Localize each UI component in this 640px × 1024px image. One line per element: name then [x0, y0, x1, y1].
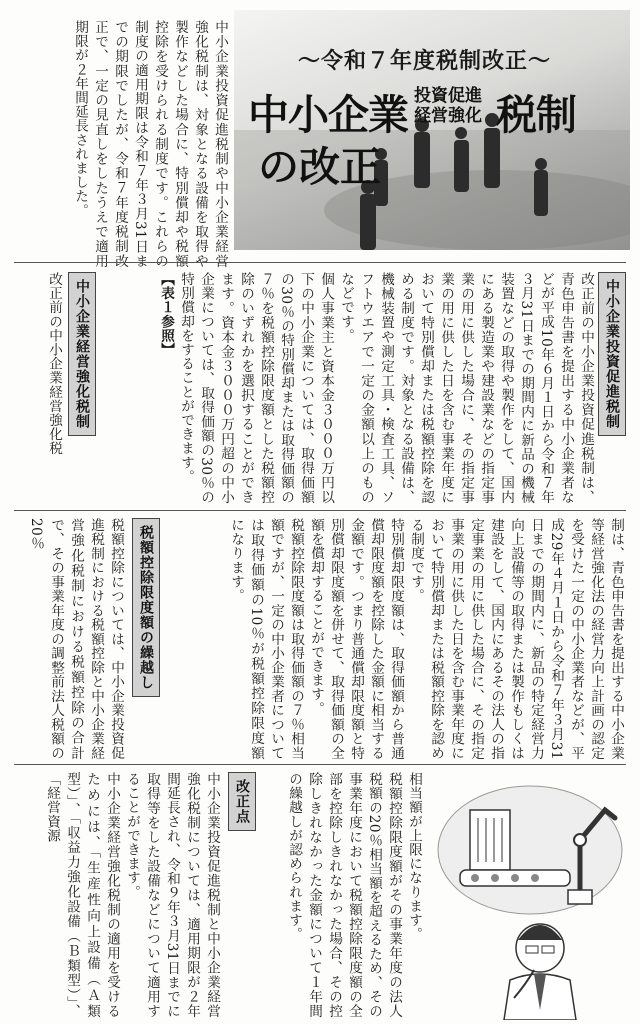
factory-illustration [430, 770, 628, 1020]
sec3-paragraph-3: 税額控除限度額は取得価額の７％相当額ですが、一定の中小企業者については取得価額の10％が税額控除限度額になります。 [228, 518, 304, 760]
sec4-paragraph-1: 相当額が上限になります。 [406, 772, 422, 942]
heading-carryover: 税額控除限度額の繰越し [132, 518, 160, 697]
intro-paragraph: 中小企業投資促進税制や中小企業経営強化税制は、対象となる設備を取得や製作などした場合に、特別償却や税額控除を受けられる制度です。これらの制度の適用期限は令和７年３月31日までの期限でしたが、令和７年度税制改正で、一定の見直しをしたうえで適用期限が２年間延長されました。 [72, 20, 228, 268]
sec4-paragraph-2: 税額控除限度額がその事業年度の法人税額の20％相当額を超えるため、その事業年度において税額控除限度額の全部を控除しきれなかった場合、その控除しきれなかった金額について１年間の繰越しが認められます。 [286, 772, 402, 1018]
section-divider [14, 262, 626, 263]
heading-management-strengthening: 中小企業経営強化税制 [68, 272, 96, 436]
intro-text-columns [14, 20, 230, 268]
title-mid-bottom: 経営強化 [414, 106, 482, 126]
factory-robot-businessman-icon [430, 770, 628, 1020]
sec4-left-columns [14, 772, 222, 1018]
table-reference: 【表１参照】 [158, 272, 174, 357]
sec2-text-columns [112, 272, 596, 504]
sec4-paragraph-4: 中小企業経営強化税制の適用を受けるためには、「生産性向上設備（Ａ類型）」、「収益力強化設備（Ｂ類型）」、「経営資源 [44, 772, 120, 1018]
sec2-paragraph-1: 改正前の中小企業投資促進税制は、青色申告書を提出する中小企業者などが平成10年６月１日から令和７年３月31日までの期間内に新品の機械装置などの取得や製作をして、国内にある製造業や建設業などの指定事業の用に供した場合に、その指定事業の用に供した日を含む事業年度において特別償却または税額控除を認める制度です。対象となる設備は、機械装置や測定工具・検査工具、ソフトウエアで一定の金額以上のものなどです。 [338, 272, 594, 504]
page-subtitle: 〜令和７年度税制改正〜 [298, 49, 552, 74]
page-title-part2: の改正 [258, 143, 381, 191]
sec4-right-columns [264, 772, 424, 1018]
sec3-paragraph-1: 制は、青色申告書を提出する中小企業等経営強化法の経営力向上計画の認定を受けた一定の中小企業者などが、平成29年４月１日から令和７年３月31日までの期間内に、新品の特定経営力向上設備等の取得または製作もしくは建設をして、国内にあるその法人の指定事業の用に供した場合に、その指定事業の用に供した日を含む事業年度において特別償却または税額控除を認める制度です。 [408, 518, 624, 760]
sec2-left-columns [14, 272, 64, 504]
section-divider [14, 510, 626, 511]
section-investment-promotion [14, 272, 626, 504]
section-carryover [14, 518, 626, 760]
sec3-left-columns [14, 518, 126, 760]
heading-amendments: 改正点 [228, 772, 256, 831]
heading-investment-promotion: 中小企業投資促進税制 [598, 272, 626, 436]
sec2-paragraph-3: 改正前の中小企業経営強化税 [46, 272, 62, 456]
title-mid-top: 投資促進 [414, 86, 482, 106]
sec2-paragraph-2: 個人事業主と資本金３０００万円以下の中小企業については、取得価額の30％の特別償却または取得価額の７％を税額控除限度額とした税額控除のいずれかを選択することができます。資本金３０００万円超の中小企業については、取得価額の30％の特別償却をすることができます。 [178, 272, 334, 504]
page-title-mid [414, 86, 482, 126]
sec3-paragraph-4: 税額控除については、中小企業投資促進税制における税額控除と中小企業経営強化税制における税額控除の合計で、その事業年度の調整前法人税額の20％ [28, 518, 124, 760]
page-title-part1-end: 税制 [496, 91, 576, 139]
title-banner [234, 10, 630, 250]
page-title-part1: 中小企業 [248, 91, 408, 139]
sec3-right-columns [190, 518, 626, 760]
sec4-paragraph-3: 中小企業投資促進税制と中小企業経営強化税制については、適用期限が２年間延長され、令和９年３月31日までに取得等をした設備などについて適用することができます。 [124, 772, 220, 1018]
section-divider [14, 764, 626, 765]
sec3-paragraph-2: 特別償却限度額は、取得価額から普通償却限度額を控除した金額に相当する金額です。つまり普通償却限度額と特別償却限度額を併せて、取得価額の全額を償却することができます。 [308, 518, 404, 760]
